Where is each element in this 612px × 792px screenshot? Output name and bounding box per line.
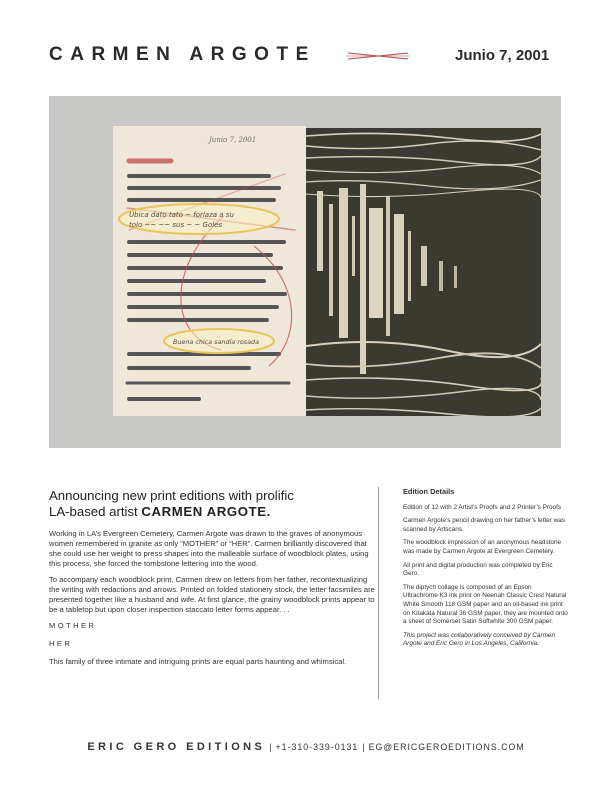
edition-details [403, 488, 568, 654]
headline-artist-name: CARMEN ARGOTE. [141, 504, 271, 519]
project-credit: This project was collaboratively conceived by Carmen Argote and Eric Gero in Los Angeles, California. [403, 631, 556, 648]
footer-brand: ERIC GERO EDITIONS [87, 741, 266, 753]
svg-text:tolo ~~ ~~ sus ~ ~ Goles: tolo ~~ ~~ sus ~ ~ Goles [129, 221, 223, 229]
letter-date-handwriting: Junio 7, 2001 [209, 136, 257, 144]
release-date: Junio 7, 2001 [455, 47, 550, 64]
footer-phone[interactable]: +1-310-339-0131 [275, 742, 359, 752]
svg-text:Ubica dato tato ~ forlaza a su: Ubica dato tato ~ forlaza a su [129, 211, 234, 219]
body-paragraph-3: This family of three intimate and intriguing prints are equal parts haunting and whimsical. [49, 657, 347, 666]
word-her: HER [49, 639, 73, 648]
body-copy [49, 529, 379, 673]
artwork-photo [49, 96, 561, 448]
circled-handwritten-phrase: Buena chica sandía rosada [173, 338, 259, 346]
footer-email[interactable]: EG@ERICGEROEDITIONS.COM [368, 742, 525, 752]
announcement-headline [49, 488, 359, 520]
headline-line-1: Announcing new print editions with prolific [49, 488, 294, 503]
edition-detail-item: The diptych collage is composed of an Epson Ultrachrome K3 ink print on Neenah Classic Crest Natural White Smooth 118 GSM paper and an oil-based ink print on Kitakata Natural 36 GSM paper, they are mounted onto a sheet of Somerset Satin Softwhite 300 GSM paper. [403, 583, 568, 626]
crossed-lines-ornament [346, 50, 410, 62]
edition-detail-item: The woodblock impression of an anonymous headstone was made by Carmen Argote at Evergreen Cemetery. [403, 539, 562, 555]
edition-detail-item: Carmen Argote’s pencil drawing on her father’s letter was scanned by Artscans. [403, 517, 565, 533]
edition-details-title: Edition Details [403, 487, 455, 496]
edition-detail-item: All print and digital production was completed by Eric Gero. [403, 561, 553, 578]
headline-line-2 [49, 504, 359, 520]
headline-lead: LA-based artist [49, 504, 142, 519]
footer-separator: | [269, 742, 272, 752]
artist-name-heading: CARMEN ARGOTE [49, 44, 316, 65]
word-mother: MOTHER [49, 621, 97, 630]
column-divider [378, 487, 379, 699]
woodblock-print [306, 128, 542, 417]
footer [0, 741, 612, 753]
footer-separator: | [362, 742, 365, 752]
edition-detail-item: Edition of 12 with 2 Artist’s Proofs and 2 Printer’s Proofs [403, 503, 562, 511]
body-paragraph-1: Working in LA’s Evergreen Cemetery, Carmen Argote was drawn to the graves of anonymous women remembered in granite as only “MOTHER” or “HER”. Carmen brilliantly discovered that she could use her weight to press shapes into the malleable surface of woodblock plates, using this process, she forced the tombstone lettering into the wood. [49, 529, 369, 568]
body-paragraph-2: To accompany each woodblock print, Carmen drew on letters from her father, recontextualizing the writing with redactions and arrows. Printed on folded stationery stock, the letter facsimiles are presented together like a husband and wife. At first glance, the grainy woodblock prints appear to be a tabletop but upon closer inspection staccato letter forms appear. . . [49, 575, 375, 614]
